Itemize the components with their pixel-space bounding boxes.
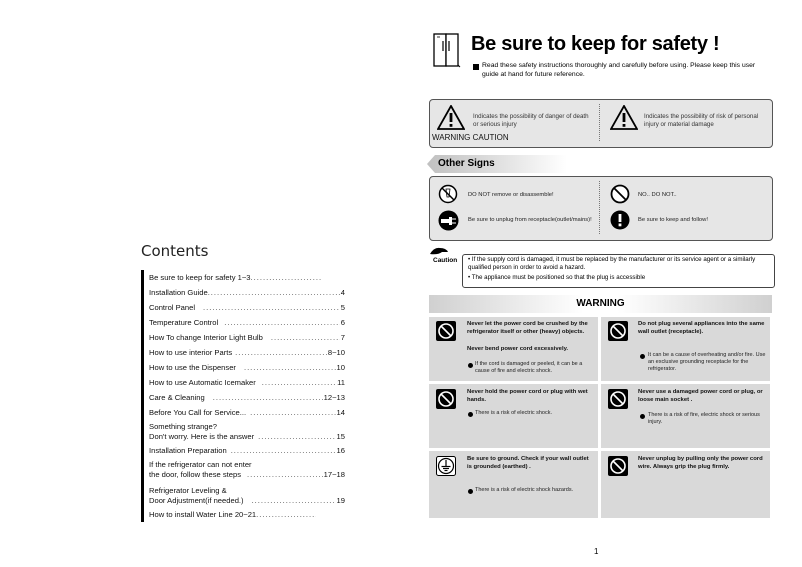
caution-line: The appliance must be positioned so that the plug is accessible	[471, 274, 646, 281]
toc-item-page: 12~13	[323, 393, 345, 402]
toc-item-label: Care & Cleaning	[149, 393, 205, 402]
warning-cell-note: If the cord is damaged or peeled, it can be a cause of fire and electric shock.	[475, 361, 583, 374]
toc-item[interactable]	[149, 510, 345, 520]
toc-item-page: 7	[340, 333, 345, 342]
toc-item-label: Don't worry. Here is the answer	[149, 432, 255, 441]
mandatory-exclamation-icon	[610, 210, 630, 230]
page-number: 1	[594, 547, 599, 556]
toc-item-label: Door Adjustment(if needed.)	[149, 496, 244, 505]
unplug-icon	[438, 210, 459, 231]
warning-cell-title: Never let the power cord be crushed by the refrigerator itself or other (heavy) objects.	[467, 321, 588, 335]
warning-cell-note: There is a risk of electric shock.	[475, 410, 553, 416]
warning-description: Indicates the possibility of danger of death or serious injury	[473, 113, 589, 128]
toc-item-label: Before You Call for Service...	[149, 408, 247, 417]
toc-item-label: Be sure to keep for safety 1~3	[149, 273, 251, 282]
caution-line: If the supply cord is damaged, it must be replaced by the manufacturer or its service agent or a similarly qualified person in order to avoid a hazard.	[468, 256, 756, 271]
warning-cell-note: There is a risk of fire, electric shock or serious injury.	[648, 412, 760, 425]
sign-text: NO.. DO NOT..	[638, 192, 677, 198]
sign-text: DO NOT remove or disassemble!	[468, 192, 554, 198]
intro-text: Read these safety instructions thoroughly and carefully before using. Please keep this user guide at hand for future reference.	[482, 62, 756, 78]
toc-item[interactable]	[149, 378, 345, 388]
sign-text: Be sure to keep and follow!	[638, 217, 708, 223]
toc-item-label-line1: Refrigerator Leveling &	[149, 486, 227, 495]
divider	[599, 181, 600, 234]
toc-item-page: 19	[336, 496, 345, 505]
toc-item[interactable]	[149, 363, 345, 373]
toc-item[interactable]	[149, 422, 345, 442]
toc-item-page: 16	[336, 446, 345, 455]
toc-item-page: 6	[340, 318, 345, 327]
bullet-square-icon	[473, 64, 479, 70]
prohibited-icon	[436, 321, 456, 341]
refrigerator-icon	[432, 31, 462, 69]
warning-cell-title: Do not plug several appliances into the same wall outlet (receptacle).	[638, 321, 765, 335]
toc-item-label: Installation Preparation	[149, 446, 227, 455]
toc-item-page: 15	[336, 432, 345, 441]
toc-item[interactable]	[149, 318, 345, 328]
toc-item-label: How to use interior Parts	[149, 348, 233, 357]
bullet-dot-icon	[468, 412, 473, 417]
toc-item-page: 17~18	[323, 470, 345, 479]
no-disassemble-icon	[438, 184, 458, 204]
prohibited-icon	[610, 184, 630, 204]
toc-item-label: How to use Automatic Icemaker	[149, 378, 256, 387]
warning-cell-note: It can be a cause of overheating and/or fire. Use an exclusive grounding receptacle for the refrigerator.	[648, 352, 766, 372]
bullet-dot-icon	[468, 489, 473, 494]
bullet-dot-icon	[640, 414, 645, 419]
toc-item-label: How To change Interior Light Bulb	[149, 333, 263, 342]
warning-cell-title: Never unplug by pulling only the power cord wire. Always grip the plug firmly.	[638, 456, 763, 470]
contents-title: Contents	[141, 242, 209, 260]
toc-item-label: How to use the Dispenser	[149, 363, 236, 372]
toc-item-label-line1: Something strange?	[149, 422, 217, 431]
toc-item[interactable]	[149, 460, 345, 480]
warning-caution-label: WARNING CAUTION	[432, 133, 509, 142]
ground-icon	[436, 456, 456, 476]
toc-item[interactable]	[149, 288, 345, 298]
warning-title: WARNING	[576, 298, 625, 309]
warning-cell-title: Be sure to ground. Check if your wall outlet is grounded (earthed) .	[467, 456, 589, 470]
bullet-dot-icon	[640, 354, 645, 359]
toc-item[interactable]	[149, 486, 345, 506]
toc-item-page: 5	[340, 303, 345, 312]
toc-item-page: 4	[340, 288, 345, 297]
toc-item-label: Installation Guide	[149, 288, 208, 297]
toc-item-label: the door, follow these steps	[149, 470, 242, 479]
page-title: Be sure to keep for safety !	[471, 33, 720, 55]
caution-label: Caution	[433, 257, 458, 264]
prohibited-icon	[436, 389, 456, 409]
other-signs-title: Other Signs	[438, 158, 495, 169]
caution-triangle-icon	[610, 105, 638, 130]
caution-description: Indicates the possibility of risk of personal injury or material damage	[644, 113, 759, 128]
toc-item[interactable]	[149, 333, 345, 343]
toc-item[interactable]	[149, 348, 345, 358]
warning-cell-title: Never hold the power cord or plug with wet hands.	[467, 389, 588, 403]
caution-hand-icon	[428, 246, 450, 256]
prohibited-icon	[608, 389, 628, 409]
other-signs-box	[429, 176, 773, 241]
toc-item-page: 14	[336, 408, 345, 417]
bullet-dot-icon	[468, 363, 473, 368]
toc-item-page: 8~10	[327, 348, 345, 357]
contents-list	[141, 270, 349, 522]
prohibited-icon	[608, 456, 628, 476]
toc-item[interactable]	[149, 446, 345, 456]
toc-item-label-line1: If the refrigerator can not enter	[149, 460, 252, 469]
caution-text: • The appliance must be positioned so that the plug is accessible	[468, 274, 646, 281]
warning-cell-title: Never bend power cord excessively.	[467, 346, 569, 352]
divider	[599, 104, 600, 141]
toc-item-label: Temperature Control	[149, 318, 219, 327]
toc-item-page: 10	[336, 363, 345, 372]
toc-item-label: How to install Water Line 20~21	[149, 510, 257, 519]
prohibited-icon	[608, 321, 628, 341]
toc-item[interactable]	[149, 408, 345, 418]
toc-item[interactable]	[149, 393, 345, 403]
warning-cell-title: Never use a damaged power cord or plug, or loose main socket .	[638, 389, 763, 403]
toc-item[interactable]	[149, 273, 345, 283]
warning-triangle-icon	[437, 105, 465, 130]
caution-text: • If the supply cord is damaged, it must be replaced by the manufacturer or its service agent or a similarly qualified person in order to avoid a hazard.	[468, 256, 756, 271]
sign-text: Be sure to unplug from receptacle(outlet/mains)!	[468, 217, 592, 223]
toc-item[interactable]	[149, 303, 345, 313]
toc-item-label: Control Panel	[149, 303, 196, 312]
toc-item-page: 11	[337, 378, 345, 387]
warning-cell-note: There is a risk of electric shock hazards.	[475, 487, 574, 493]
